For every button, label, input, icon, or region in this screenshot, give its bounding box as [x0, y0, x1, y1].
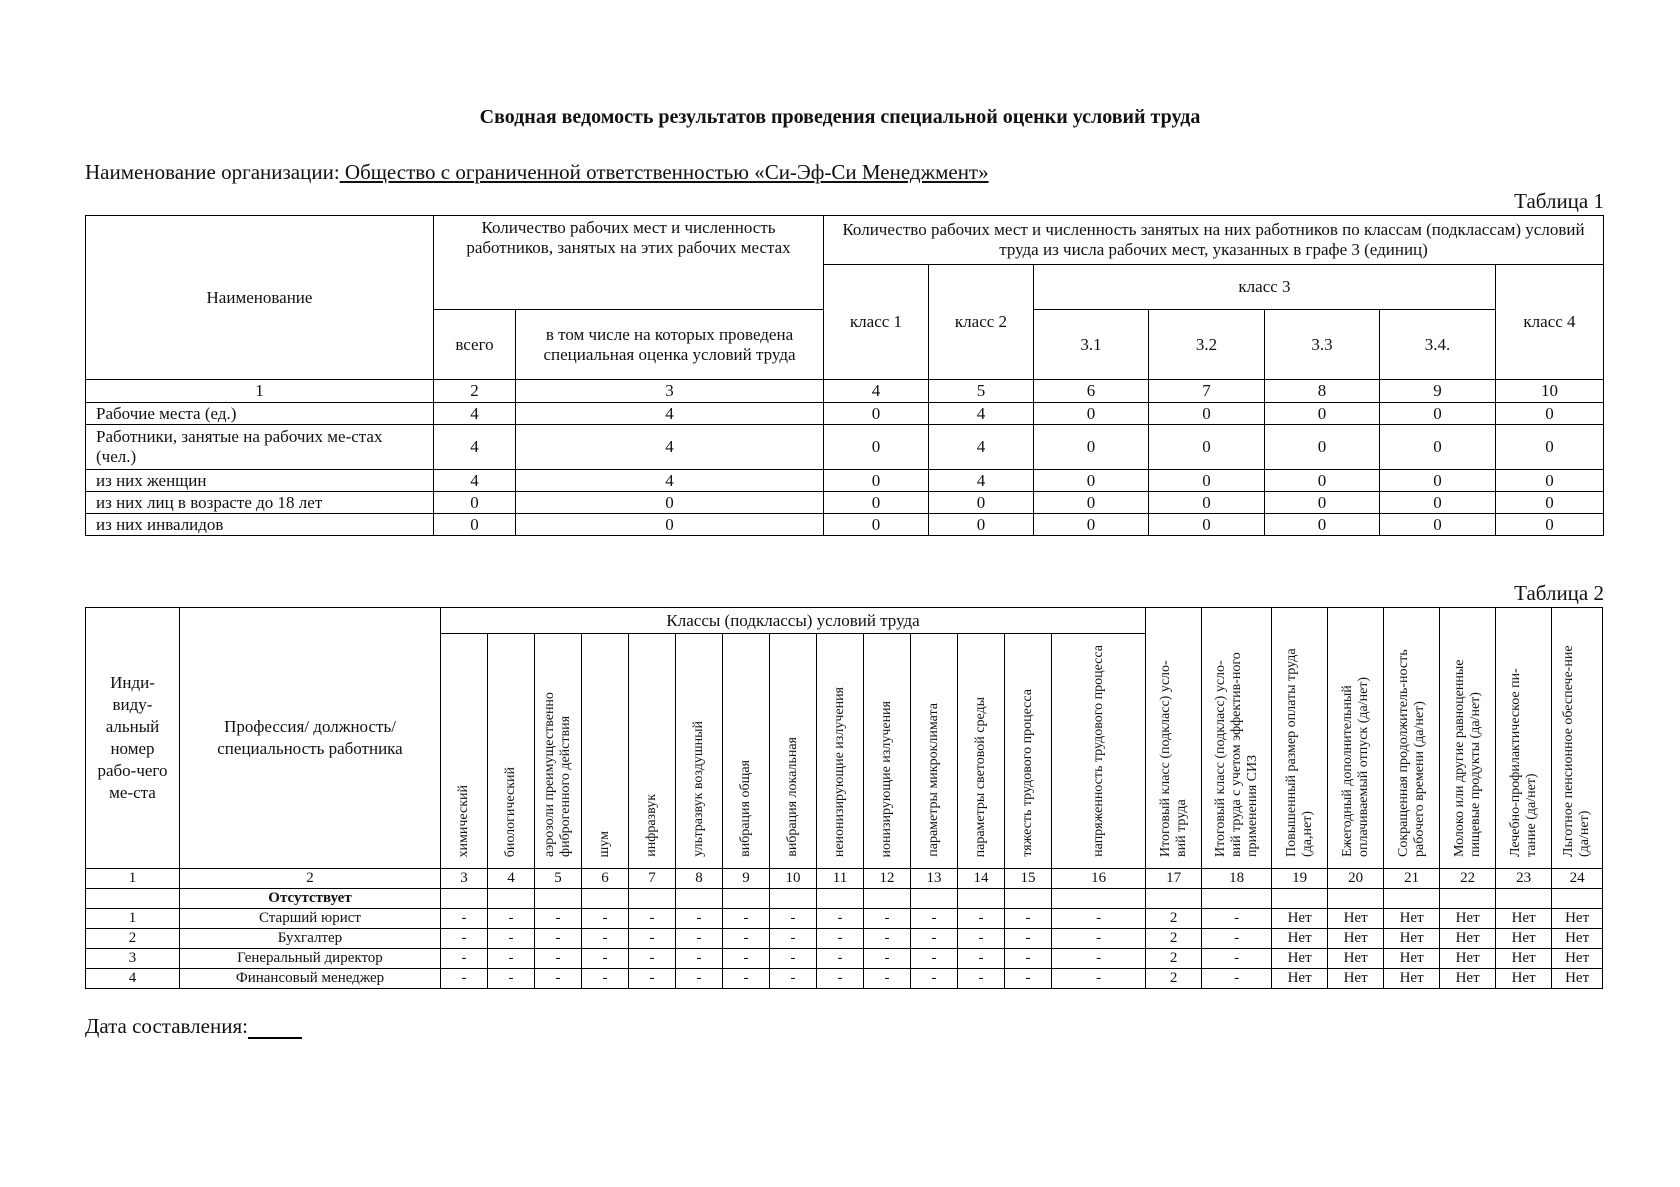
header-extra-label: Повышенный размер оплаты труда (да,нет): [1283, 648, 1315, 857]
section-empty: [770, 889, 817, 909]
row-value: 0: [1380, 403, 1496, 425]
row-value: -: [1005, 909, 1052, 929]
row-value: -: [817, 909, 864, 929]
header-sub-3-4: 3.4.: [1380, 310, 1496, 380]
row-value: -: [723, 949, 770, 969]
section-empty: [1328, 889, 1384, 909]
row-value: -: [629, 969, 676, 989]
header-extra-label: Ежегодный дополнительный оплачиваемый отпуск (да/нет): [1339, 676, 1371, 857]
row-value: -: [676, 949, 723, 969]
row-value: -: [1202, 969, 1272, 989]
row-value: Нет: [1328, 969, 1384, 989]
header-class4: класс 4: [1496, 265, 1604, 380]
section-empty: [582, 889, 629, 909]
section-empty: [864, 889, 911, 909]
row-value: -: [441, 949, 488, 969]
row-value: -: [1052, 929, 1146, 949]
row-value: Нет: [1328, 949, 1384, 969]
row-value: Нет: [1272, 949, 1328, 969]
row-value: Нет: [1552, 909, 1603, 929]
summary-table: [85, 215, 1604, 536]
column-number: 18: [1202, 869, 1272, 889]
row-value: 4: [516, 425, 824, 470]
row-value: -: [770, 969, 817, 989]
column-number: 3: [441, 869, 488, 889]
row-value: 0: [824, 425, 929, 470]
row-value: 0: [929, 514, 1034, 536]
date-label: Дата составления:: [85, 1014, 248, 1038]
section-empty: [1552, 889, 1603, 909]
column-number: 2: [434, 380, 516, 403]
row-value: -: [1005, 969, 1052, 989]
row-value: 0: [1034, 403, 1149, 425]
header-factor-label: параметры микроклимата: [926, 703, 941, 857]
header-factor: [441, 634, 488, 869]
row-value: -: [676, 929, 723, 949]
column-number: 5: [535, 869, 582, 889]
workplace-id: 2: [86, 929, 180, 949]
section-empty: [676, 889, 723, 909]
row-value: 0: [824, 470, 929, 492]
column-number: 15: [1005, 869, 1052, 889]
row-value: 0: [1496, 492, 1604, 514]
organization-line: [85, 160, 989, 185]
header-group-b: Количество рабочих мест и численность занятых на них работников по классам (подклассам) условий труда из числа рабочих мест, указанных в графе 3 (единиц): [824, 216, 1604, 265]
column-number: 9: [1380, 380, 1496, 403]
column-number: 7: [629, 869, 676, 889]
header-extra-label: Лечебно-профилактическое пи-тание (да/нет): [1507, 668, 1539, 857]
header-factor: [770, 634, 817, 869]
row-value: -: [911, 909, 958, 929]
row-value: -: [911, 969, 958, 989]
column-number: 1: [86, 869, 180, 889]
row-value: -: [817, 949, 864, 969]
row-value: -: [629, 909, 676, 929]
row-name: из них женщин: [86, 470, 434, 492]
row-name: из них лиц в возрасте до 18 лет: [86, 492, 434, 514]
row-value: -: [723, 929, 770, 949]
header-factor: [488, 634, 535, 869]
header-group-a: Количество рабочих мест и численность работников, занятых на этих рабочих местах: [434, 216, 824, 310]
row-name: Рабочие места (ед.): [86, 403, 434, 425]
row-value: Нет: [1440, 969, 1496, 989]
header-factor-label: ионизирующие излучения: [879, 700, 894, 857]
row-value: 0: [1380, 425, 1496, 470]
header-extra: [1496, 608, 1552, 869]
header-extra-label: Льготное пенсионное обеспече-ние (да/нет): [1561, 645, 1593, 857]
workplace-id: 4: [86, 969, 180, 989]
header-factor-label: напряженность трудового процесса: [1090, 645, 1106, 857]
row-value: 0: [516, 492, 824, 514]
row-value: 4: [516, 470, 824, 492]
table2-label: Таблица 2: [1514, 581, 1604, 605]
section-empty: [723, 889, 770, 909]
row-value: -: [817, 929, 864, 949]
header-extra: [1146, 608, 1202, 869]
row-value: 0: [1034, 425, 1149, 470]
row-value: Нет: [1440, 929, 1496, 949]
row-value: 0: [824, 492, 929, 514]
column-number: 9: [723, 869, 770, 889]
row-value: 0: [1380, 470, 1496, 492]
header-extra: [1440, 608, 1496, 869]
header-class1: класс 1: [824, 265, 929, 380]
row-value: -: [488, 909, 535, 929]
column-number: 19: [1272, 869, 1328, 889]
row-value: 0: [1149, 425, 1265, 470]
row-value: 0: [1265, 403, 1380, 425]
row-value: -: [958, 969, 1005, 989]
organization-name: Общество с ограниченной ответственностью «Си-Эф-Си Менеджмент»: [339, 160, 989, 184]
row-value: Нет: [1552, 949, 1603, 969]
header-factor: [629, 634, 676, 869]
column-number: 13: [911, 869, 958, 889]
row-value: -: [864, 969, 911, 989]
header-factor: [676, 634, 723, 869]
section-empty: [1202, 889, 1272, 909]
header-class3: класс 3: [1034, 265, 1496, 310]
row-value: 0: [1149, 492, 1265, 514]
header-factor-label: аэрозоли преимущественно фиброгенного действия: [542, 692, 573, 857]
row-value: -: [770, 929, 817, 949]
table-row: [86, 929, 1603, 949]
row-value: Нет: [1272, 969, 1328, 989]
profession: Финансовый менеджер: [180, 969, 441, 989]
row-value: -: [911, 949, 958, 969]
row-value: -: [535, 909, 582, 929]
section-empty: [86, 889, 180, 909]
row-value: -: [488, 929, 535, 949]
workplace-id: 1: [86, 909, 180, 929]
column-number: 4: [488, 869, 535, 889]
row-value: -: [1005, 949, 1052, 969]
row-value: 4: [516, 403, 824, 425]
header-factor-label: вибрация общая: [738, 760, 753, 857]
row-value: 0: [824, 403, 929, 425]
column-number: 12: [864, 869, 911, 889]
header-extra-label: Сокращенная продолжитель-ность рабочего времени (да/нет): [1395, 649, 1427, 857]
column-number: 4: [824, 380, 929, 403]
header-factor-label: биологический: [503, 766, 518, 857]
section-empty: [817, 889, 864, 909]
row-value: -: [723, 969, 770, 989]
header-factor: [582, 634, 629, 869]
column-number: 23: [1496, 869, 1552, 889]
column-number: 11: [817, 869, 864, 889]
row-value: 4: [434, 470, 516, 492]
row-value: Нет: [1552, 969, 1603, 989]
row-value: 0: [516, 514, 824, 536]
header-extra-label: Итоговый класс (подкласс) усло-вий труда с учетом эффектив-ного применения СИЗ: [1212, 652, 1260, 857]
row-value: -: [582, 969, 629, 989]
row-value: -: [629, 949, 676, 969]
row-value: 0: [1265, 514, 1380, 536]
row-value: 0: [1034, 470, 1149, 492]
section-empty: [1440, 889, 1496, 909]
row-value: 0: [929, 492, 1034, 514]
header-extra: [1552, 608, 1603, 869]
row-value: 4: [929, 403, 1034, 425]
header-class2: класс 2: [929, 265, 1034, 380]
header-factor-label: вибрация локальная: [785, 737, 800, 857]
column-number: 6: [582, 869, 629, 889]
row-value: -: [770, 909, 817, 929]
row-value: 0: [1496, 514, 1604, 536]
row-value: 0: [434, 514, 516, 536]
header-factor: [958, 634, 1005, 869]
column-number: 24: [1552, 869, 1603, 889]
column-number: 8: [676, 869, 723, 889]
date-line: [85, 1014, 302, 1039]
header-factor: [1052, 634, 1146, 869]
row-value: -: [911, 929, 958, 949]
row-value: -: [1202, 929, 1272, 949]
row-value: 2: [1146, 929, 1202, 949]
table-row: [86, 909, 1603, 929]
header-assessed: в том числе на которых проведена специальная оценка условий труда: [516, 310, 824, 380]
header-factor-label: ультразвук воздушный: [691, 721, 706, 857]
row-value: -: [582, 929, 629, 949]
row-value: 0: [1265, 425, 1380, 470]
document-title: Сводная ведомость результатов проведения специальной оценки условий труда: [479, 106, 1201, 128]
row-value: 0: [1034, 492, 1149, 514]
row-value: 0: [1496, 425, 1604, 470]
row-name: Работники, занятые на рабочих ме-стах (чел.): [86, 425, 434, 470]
row-value: Нет: [1384, 949, 1440, 969]
header-factor-label: химический: [456, 784, 471, 857]
column-number: 1: [86, 380, 434, 403]
row-value: 2: [1146, 909, 1202, 929]
row-value: -: [676, 909, 723, 929]
row-value: -: [958, 909, 1005, 929]
row-value: 4: [434, 425, 516, 470]
table1-label: Таблица 1: [1514, 189, 1604, 213]
row-value: -: [676, 969, 723, 989]
column-number: 20: [1328, 869, 1384, 889]
row-value: -: [958, 949, 1005, 969]
section-empty: [1272, 889, 1328, 909]
row-value: -: [1202, 949, 1272, 969]
row-value: -: [958, 929, 1005, 949]
table-row: [86, 403, 1604, 425]
header-extra-label: Итоговый класс (подкласс) усло-вий труда: [1157, 660, 1189, 857]
row-value: 0: [1380, 492, 1496, 514]
header-factor-label: шум: [597, 830, 612, 857]
header-classes: Классы (подклассы) условий труда: [441, 608, 1146, 634]
row-value: Нет: [1496, 929, 1552, 949]
header-extra: [1202, 608, 1272, 869]
row-value: 0: [434, 492, 516, 514]
section-label: Отсутствует: [180, 889, 441, 909]
row-value: 4: [929, 425, 1034, 470]
column-number: 3: [516, 380, 824, 403]
header-workplace-id: Инди-виду-альный номер рабо-чего ме-ста: [86, 608, 180, 869]
table-row: [86, 425, 1604, 470]
profession: Генеральный директор: [180, 949, 441, 969]
table-row: [86, 514, 1604, 536]
row-value: 0: [1034, 514, 1149, 536]
section-empty: [958, 889, 1005, 909]
row-value: Нет: [1440, 909, 1496, 929]
header-extra: [1272, 608, 1328, 869]
column-number: 5: [929, 380, 1034, 403]
row-value: 0: [1149, 403, 1265, 425]
organization-label: Наименование организации:: [85, 160, 340, 184]
workplace-id: 3: [86, 949, 180, 969]
row-value: 2: [1146, 969, 1202, 989]
section-empty: [1384, 889, 1440, 909]
column-number: 7: [1149, 380, 1265, 403]
row-value: 0: [1265, 470, 1380, 492]
header-factor: [911, 634, 958, 869]
table-row: [86, 492, 1604, 514]
row-value: Нет: [1272, 909, 1328, 929]
row-value: -: [1202, 909, 1272, 929]
row-value: -: [1052, 949, 1146, 969]
row-value: -: [441, 909, 488, 929]
header-factor: [723, 634, 770, 869]
column-numbers-row: [86, 869, 1603, 889]
row-value: Нет: [1384, 909, 1440, 929]
row-value: 0: [1380, 514, 1496, 536]
header-factor-label: инфразвук: [644, 794, 659, 857]
row-value: 4: [929, 470, 1034, 492]
row-value: -: [1052, 969, 1146, 989]
header-profession: Профессия/ должность/ специальность работника: [180, 608, 441, 869]
row-value: -: [582, 949, 629, 969]
column-number: 2: [180, 869, 441, 889]
row-value: -: [1052, 909, 1146, 929]
workplaces-table: [85, 607, 1603, 989]
column-number: 17: [1146, 869, 1202, 889]
row-value: -: [441, 929, 488, 949]
section-empty: [1052, 889, 1146, 909]
header-sub-3-1: 3.1: [1034, 310, 1149, 380]
header-factor: [535, 634, 582, 869]
header-factor-label: тяжесть трудового процесса: [1020, 689, 1035, 857]
row-value: 4: [434, 403, 516, 425]
row-value: Нет: [1328, 909, 1384, 929]
row-value: Нет: [1272, 929, 1328, 949]
section-empty: [1005, 889, 1052, 909]
section-empty: [441, 889, 488, 909]
column-number: 10: [770, 869, 817, 889]
header-extra: [1328, 608, 1384, 869]
row-value: 0: [1496, 470, 1604, 492]
header-factor: [1005, 634, 1052, 869]
row-value: -: [770, 949, 817, 969]
header-sub-3-3: 3.3: [1265, 310, 1380, 380]
row-value: -: [864, 909, 911, 929]
section-empty: [1146, 889, 1202, 909]
table-row: [86, 969, 1603, 989]
row-value: -: [535, 969, 582, 989]
header-extra-label: Молоко или другие равноценные пищевые продукты (да/нет): [1451, 659, 1483, 857]
row-value: -: [817, 969, 864, 989]
row-value: -: [723, 909, 770, 929]
row-value: 2: [1146, 949, 1202, 969]
row-value: Нет: [1440, 949, 1496, 969]
row-value: Нет: [1384, 929, 1440, 949]
section-empty: [629, 889, 676, 909]
header-extra: [1384, 608, 1440, 869]
profession: Старший юрист: [180, 909, 441, 929]
row-value: -: [488, 949, 535, 969]
row-value: 0: [1149, 470, 1265, 492]
row-value: Нет: [1552, 929, 1603, 949]
row-value: -: [629, 929, 676, 949]
profession: Бухгалтер: [180, 929, 441, 949]
column-number: 10: [1496, 380, 1604, 403]
column-number: 16: [1052, 869, 1146, 889]
section-empty: [911, 889, 958, 909]
section-empty: [1496, 889, 1552, 909]
row-value: -: [488, 969, 535, 989]
column-number: 8: [1265, 380, 1380, 403]
column-numbers-row: [86, 380, 1604, 403]
header-factor: [864, 634, 911, 869]
header-factor-label: параметры световой среды: [973, 696, 988, 857]
row-value: -: [864, 949, 911, 969]
row-value: -: [582, 909, 629, 929]
row-name: из них инвалидов: [86, 514, 434, 536]
date-blank: [248, 1017, 302, 1039]
table-row: [86, 949, 1603, 969]
row-value: -: [535, 929, 582, 949]
header-factor: [817, 634, 864, 869]
row-value: -: [1005, 929, 1052, 949]
column-number: 14: [958, 869, 1005, 889]
header-sub-3-2: 3.2: [1149, 310, 1265, 380]
table-row: [86, 470, 1604, 492]
section-empty: [535, 889, 582, 909]
row-value: -: [535, 949, 582, 969]
row-value: 0: [1265, 492, 1380, 514]
row-value: -: [864, 929, 911, 949]
row-value: Нет: [1496, 909, 1552, 929]
row-value: Нет: [1384, 969, 1440, 989]
row-value: Нет: [1496, 949, 1552, 969]
row-value: 0: [1149, 514, 1265, 536]
column-number: 22: [1440, 869, 1496, 889]
row-value: 0: [824, 514, 929, 536]
section-row: [86, 889, 1603, 909]
row-value: Нет: [1496, 969, 1552, 989]
row-value: -: [441, 969, 488, 989]
column-number: 21: [1384, 869, 1440, 889]
header-name: Наименование: [86, 216, 434, 380]
header-factor-label: неионизирующие излучения: [832, 686, 847, 857]
column-number: 6: [1034, 380, 1149, 403]
section-empty: [488, 889, 535, 909]
header-total: всего: [434, 310, 516, 380]
row-value: 0: [1496, 403, 1604, 425]
row-value: Нет: [1328, 929, 1384, 949]
